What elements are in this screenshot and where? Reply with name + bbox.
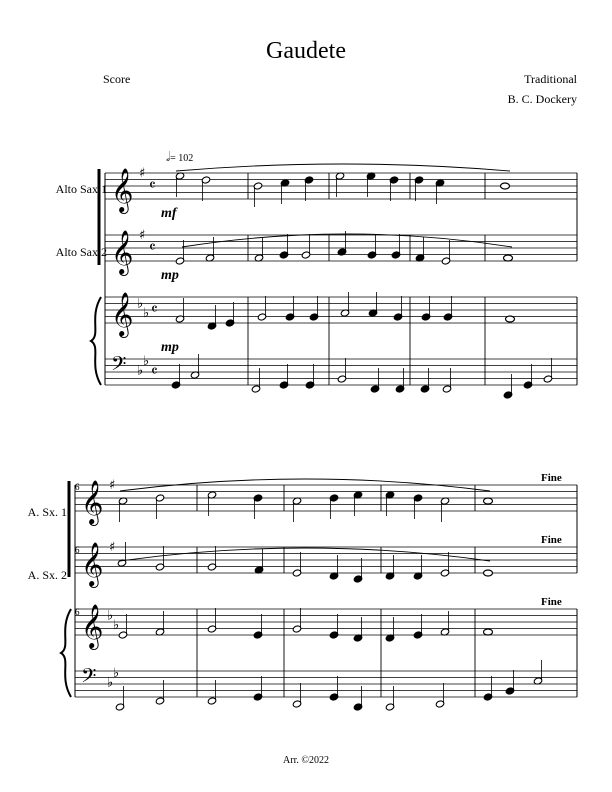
whole-note (484, 498, 493, 504)
key-flat: ♭ (113, 665, 120, 681)
whole-note (504, 255, 513, 261)
key-sharp: ♯ (139, 227, 146, 243)
treble-clef: 𝄞 (81, 479, 104, 524)
key-flat: ♭ (143, 306, 150, 322)
instrument-label-sax2: Alto Sax 2 (55, 245, 107, 259)
treble-clef: 𝄞 (81, 541, 104, 586)
piano-brace (91, 297, 101, 385)
whole-note (484, 629, 493, 635)
tempo-value: = 102 (170, 153, 194, 164)
copyright: Arr. ©2022 (283, 755, 329, 766)
fine-mark-sax1: Fine (541, 472, 562, 484)
dynamic-sax1: mf (161, 206, 177, 221)
common-time: 𝄴 (151, 361, 158, 380)
key-sharp: ♯ (139, 165, 146, 181)
dynamic-piano: mp (161, 340, 179, 355)
key-sharp: ♯ (109, 477, 116, 493)
slur (120, 548, 490, 561)
instrument-label-sax1-short: A. Sx. 1 (27, 505, 67, 519)
score-title: Gaudete (266, 38, 346, 64)
treble-clef: 𝄞 (81, 603, 104, 648)
half-note-glyph: 𝅗𝅥 (166, 150, 171, 165)
key-flat: ♭ (143, 353, 150, 369)
measure-number-piano: 6 (75, 607, 80, 617)
treble-clef: 𝄞 (111, 229, 134, 274)
treble-clef: 𝄞 (111, 167, 134, 212)
fine-mark-piano: Fine (541, 596, 562, 608)
measure-number-sax1: 6 (75, 482, 80, 492)
instrument-label-sax1: Alto Sax 1 (55, 182, 107, 196)
fine-mark-sax2: Fine (541, 534, 562, 546)
bass-clef: 𝄢 (81, 663, 97, 692)
piano-brace (61, 609, 71, 697)
common-time: 𝄴 (149, 175, 156, 194)
key-flat: ♭ (137, 363, 144, 379)
bass-clef: 𝄢 (111, 351, 127, 380)
slur (182, 234, 512, 247)
measure-number-sax2: 6 (75, 545, 80, 555)
composer: Traditional (524, 72, 577, 86)
key-flat: ♭ (137, 296, 144, 312)
key-sharp: ♯ (109, 539, 116, 555)
dynamic-sax2: mp (161, 268, 179, 283)
treble-clef: 𝄞 (111, 291, 134, 336)
common-time: 𝄴 (149, 237, 156, 256)
slur (176, 164, 510, 171)
common-time: 𝄴 (151, 299, 158, 318)
instrument-label-sax2-short: A. Sx. 2 (27, 568, 67, 582)
key-flat: ♭ (113, 618, 120, 634)
key-flat: ♭ (107, 608, 114, 624)
whole-note (501, 183, 510, 189)
whole-note (506, 316, 515, 322)
arranger: B. C. Dockery (507, 92, 577, 106)
whole-note (484, 570, 493, 576)
key-flat: ♭ (107, 675, 114, 691)
score-label: Score (103, 72, 131, 86)
